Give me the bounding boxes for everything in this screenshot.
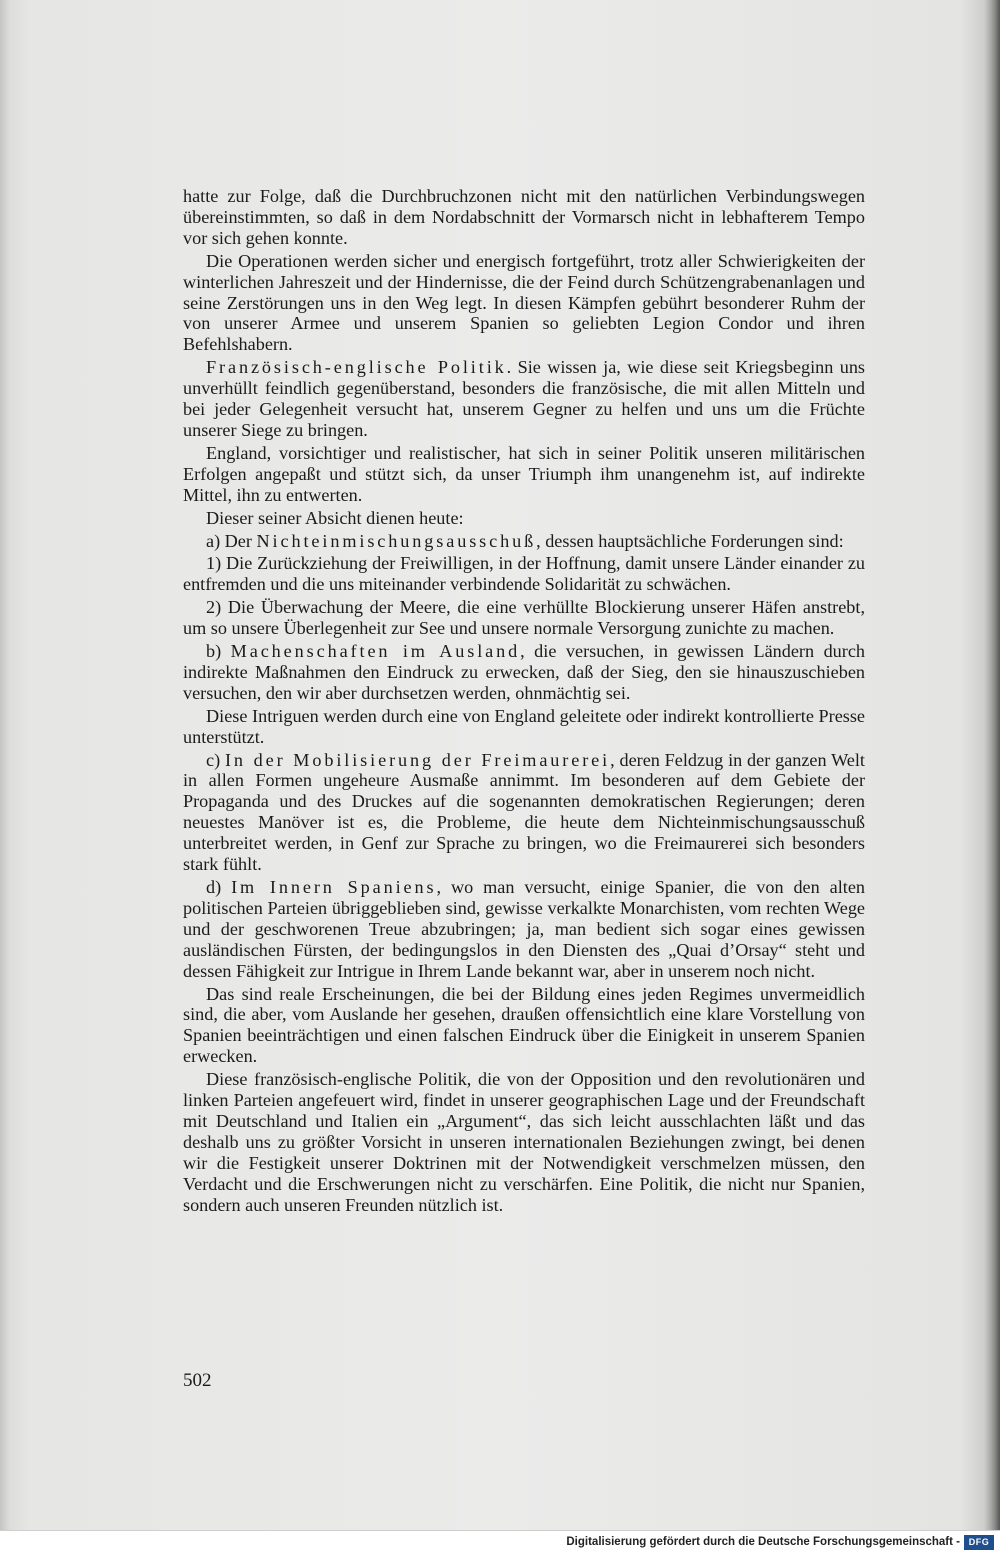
paragraph-text: England, vorsichtiger und realistischer, hat sich in seiner Politik unseren militärischen Erfolgen angepaßt und stützt sich, da unser Triumph ihm unangenehm ist, auf indirekte Mittel, ihn zu entwerten. — [183, 442, 865, 505]
page-number: 502 — [183, 1370, 212, 1391]
paragraph — [183, 357, 865, 441]
paragraph-text: 2) Die Überwachung der Meere, die eine verhüllte Blockierung unserer Häfen anstrebt, um so unsere Überlegenheit zur See und unsere normale Versorgung zunichte zu machen. — [183, 597, 865, 639]
paragraph — [183, 443, 865, 506]
paragraph — [183, 706, 865, 748]
paragraph — [183, 750, 865, 875]
page-shadow-edge — [984, 0, 1000, 1530]
paragraph-text: Das sind reale Erscheinungen, die bei der Bildung eines jeden Regimes unvermeidlich sind, die aber, vom Auslande her gesehen, draußen offensichtlich eine klare Vorstellung von Spanien beeinträchtigen und einen falschen Eindruck über die Einigkeit in unserem Spanien erwecken. — [183, 983, 865, 1067]
paragraph-text: c) — [206, 749, 225, 770]
dfg-logo: DFG — [964, 1535, 994, 1550]
paragraph — [183, 251, 865, 356]
paragraph-text: Diese französisch-englische Politik, die von der Opposition und den revolutionären und linken Parteien angefeuert wird, findet in unserer geographischen Lage und der Freundschaft mit Deutschland und Italien ein „Argument“, das sich leicht ausschlachten läßt und das deshalb uns zu größter Vorsicht in unseren internationalen Beziehungen zwingt, bei denen wir die Festigkeit unserer Doktrinen mit der Notwendigkeit verschmelzen müssen, den Verdacht und die Erschwerungen nicht zu verschärfen. Eine Politik, die nicht nur Spanien, sondern auch unseren Freunden nützlich ist. — [183, 1069, 865, 1215]
paragraph — [183, 508, 865, 529]
paragraph — [183, 553, 865, 595]
paragraph-text: 1) Die Zurückziehung der Freiwilligen, in der Hoffnung, damit unsere Länder einander zu entfremden und die uns miteinander verbindende Solidarität zu schwächen. — [183, 553, 865, 595]
paragraph-text: a) Der — [206, 530, 257, 551]
paragraph — [183, 984, 865, 1068]
paragraph-text: Diese Intriguen werden durch eine von England geleitete oder indirekt kontrollierte Presse unterstützt. — [183, 705, 865, 747]
paragraph-text: Die Operationen werden sicher und energisch fortgeführt, trotz aller Schwierigkeiten der winterlichen Jahreszeit und der Hindernisse, die der Feind durch Schützengrabenanlagen und seine Zerstörungen uns in den Weg legt. In diesen Kämpfen gebührt besonderer Ruhm der von unserer Armee und unserem Spanien so geliebten Legion Condor und ihren Befehlshabern. — [183, 250, 865, 355]
spaced-emphasis: Französisch-englische Politik — [206, 357, 507, 378]
paragraph — [183, 641, 865, 704]
funding-notice: Digitalisierung gefördert durch die Deutsche Forschungsgemeinschaft - — [566, 1536, 960, 1548]
spaced-emphasis: In der Mobilisierung der Freimaurerei — [224, 749, 611, 770]
paragraph-text: , wo man versucht, einige Spanier, die von den alten politischen Parteien übriggeblieben sind, gewisse verkalkte Monarchisten, vom rechten Wege und der geschworenen Treue abzubringen; ja, man bedient sich sogar eines gewissen ausländischen Fürsten, der bedingungslos in den Diensten des „Quai d’Orsay“ steht und dessen Fähigkeit zur Intrigue in Ihrem Lande bekannt war, aber in unserem noch nicht. — [183, 877, 865, 981]
digitization-footer — [0, 1530, 1000, 1555]
paragraph-text: Dieser seiner Absicht dienen heute: — [206, 507, 464, 528]
paragraph — [183, 186, 865, 249]
paragraph-text: b) — [206, 641, 231, 662]
paragraph-text: , die versuchen, in gewissen Ländern durch indirekte Maßnahmen den Eindruck zu erwecken, daß der Sieg, den sie hinauszuschieben versuchen, den wir aber durchsetzen werden, ohnmächtig sei. — [183, 641, 865, 703]
spaced-emphasis: Nichteinmischungsausschuß — [256, 530, 537, 551]
paragraph — [183, 1069, 865, 1215]
paragraph — [183, 531, 865, 552]
spaced-emphasis: Machenschaften im Ausland — [230, 641, 521, 662]
paragraph-text: , dessen hauptsächliche Forderungen sind: — [536, 530, 844, 551]
body-text — [183, 186, 865, 1218]
paragraph — [183, 877, 865, 982]
spaced-emphasis: Im Innern Spaniens — [231, 877, 437, 897]
paragraph-text: d) — [206, 877, 232, 897]
paragraph — [183, 597, 865, 639]
paragraph-text: . Sie wissen ja, wie diese seit Kriegsbeginn uns unverhüllt feindlich gegenüberstand, besonders die französische, die mit allen Mitteln und bei jeder Gelegenheit versucht hat, unserem Gegner zu helfen und uns um die Früchte unserer Siege zu bringen. — [183, 357, 865, 440]
page-binding-edge — [0, 0, 10, 1530]
paragraph-text: hatte zur Folge, daß die Durchbruchzonen nicht mit den natürlichen Verbindungswegen übereinstimmten, so daß in dem Nordabschnitt der Vormarsch nicht in lebhafterem Tempo vor sich gehen konnte. — [183, 186, 865, 248]
paragraph-text: , deren Feldzug in der ganzen Welt in allen Formen ungeheure Ausmaße annimmt. Im besonderen auf dem Gebiete der Propaganda und des Druckes auf die sogenannten demokratischen Regierungen; deren neuestes Manöver ist es, die Probleme, die heute dem Nichteinmischungsausschuß unterbreitet werden, in Genf zur Sprache zu bringen, wo die Freimaurerei sich besonders stark fühlt. — [183, 749, 865, 875]
